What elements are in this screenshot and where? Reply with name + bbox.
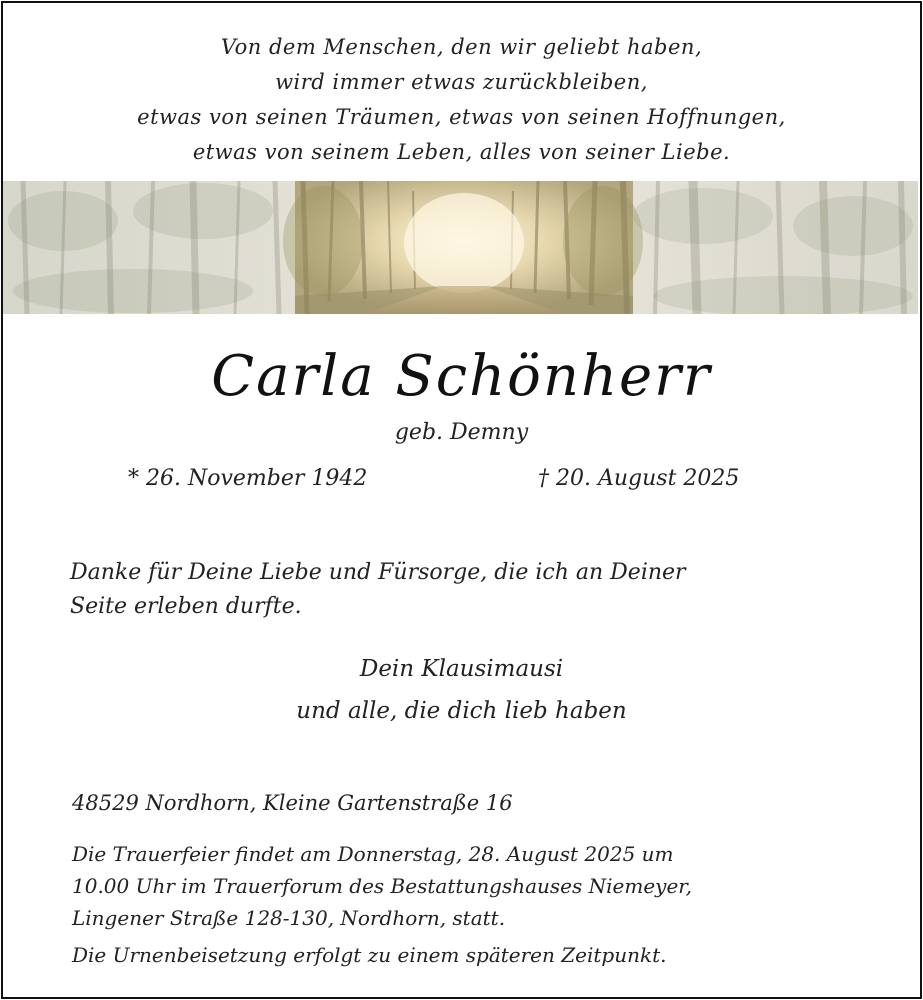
signature-line-1: Dein Klausimausi <box>359 656 564 682</box>
urn-burial-note: Die Urnenbeisetzung erfolgt zu einem späteren Zeitpunkt. <box>72 943 667 967</box>
birth-date: * 26. November 1942 <box>128 466 368 491</box>
quote-line: Von dem Menschen, den wir geliebt haben, <box>220 35 703 59</box>
signature-line-2: und alle, die dich lieb haben <box>296 698 627 724</box>
service-line: Lingener Straße 128-130, Nordhorn, statt. <box>72 906 506 930</box>
quote-line: wird immer etwas zurückbleiben, <box>275 70 648 94</box>
memorial-quote <box>0 30 923 170</box>
family-address: 48529 Nordhorn, Kleine Gartenstraße 16 <box>72 791 513 815</box>
quote-line: etwas von seinem Leben, alles von seiner Liebe. <box>192 140 731 164</box>
thanks-line: Seite erleben durfte. <box>70 594 302 619</box>
deceased-name: Carla Schönherr <box>211 344 712 409</box>
service-line: Die Trauerfeier findet am Donnerstag, 28. August 2025 um <box>72 842 674 866</box>
signature-block <box>0 648 923 732</box>
thanks-text <box>70 556 870 624</box>
quote-line: etwas von seinen Träumen, etwas von seinen Hoffnungen, <box>137 105 786 129</box>
forest-banner-image <box>3 181 918 314</box>
service-line: 10.00 Uhr im Trauerforum des Bestattungshauses Niemeyer, <box>72 874 693 898</box>
maiden-name: geb. Demny <box>394 420 529 445</box>
funeral-service-info <box>72 838 692 934</box>
misty-forest-path-image <box>3 181 918 314</box>
death-date: † 20. August 2025 <box>538 466 740 491</box>
thanks-line: Danke für Deine Liebe und Fürsorge, die ich an Deiner <box>70 560 686 585</box>
